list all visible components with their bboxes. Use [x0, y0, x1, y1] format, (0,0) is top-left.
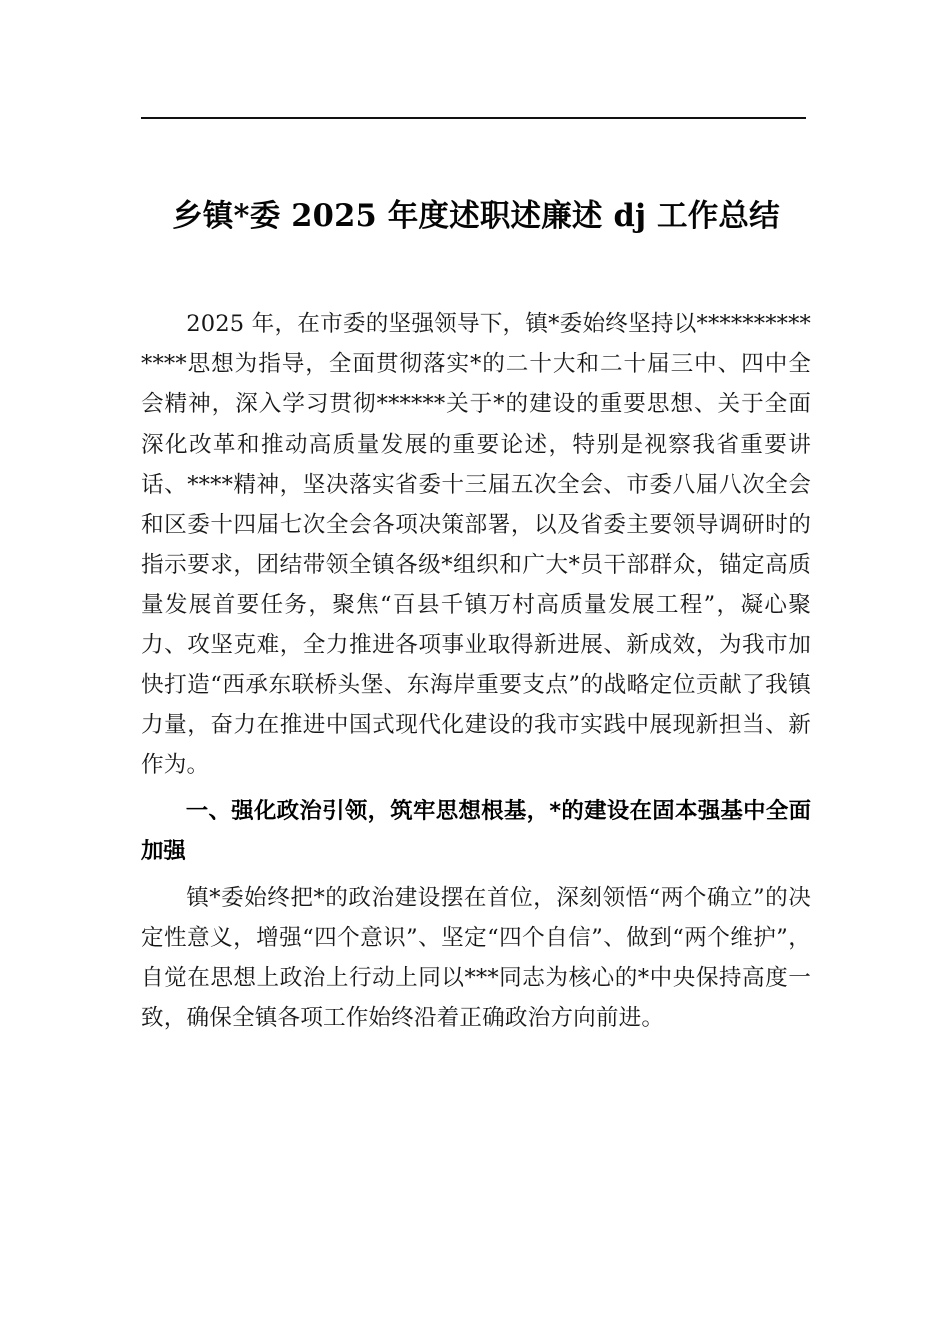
section-heading-one: 一、强化政治引领，筑牢思想根基，*的建设在固本强基中全面加强	[141, 798, 811, 865]
document-content	[141, 160, 811, 1038]
page-title: 乡镇*委 2025 年度述职述廉述 dj 工作总结	[172, 198, 780, 234]
section-one-paragraph: 镇*委始终把*的政治建设摆在首位，深刻领悟“两个确立”的决定性意义，增强“四个意识”、坚定“四个自信”、做到“两个维护”，自觉在思想上政治上行动上同以***同志为核心的*中央保持高度一致，确保全镇各项工作始终沿着正确政治方向前进。	[141, 884, 811, 1031]
header-rule-divider	[141, 117, 806, 119]
intro-paragraph: 2025 年，在市委的坚强领导下，镇*委始终坚持以**************思想为指导，全面贯彻落实*的二十大和二十届三中、四中全会精神，深入学习贯彻******关于*的建设的重要思想、关于全面深化改革和推动高质量发展的重要论述，特别是视察我省重要讲话、****精神，坚决落实省委十三届五次全会、市委八届八次全会和区委十四届七次全会各项决策部署，以及省委主要领导调研时的指示要求，团结带领全镇各级*组织和广大*员干部群众，锚定高质量发展首要任务，聚焦“百县千镇万村高质量发展工程”，凝心聚力、攻坚克难，全力推进各项事业取得新进展、新成效，为我市加快打造“西承东联桥头堡、东海岸重要支点”的战略定位贡献了我镇力量，奋力在推进中国式现代化建设的我市实践中展现新担当、新作为。	[141, 311, 811, 779]
